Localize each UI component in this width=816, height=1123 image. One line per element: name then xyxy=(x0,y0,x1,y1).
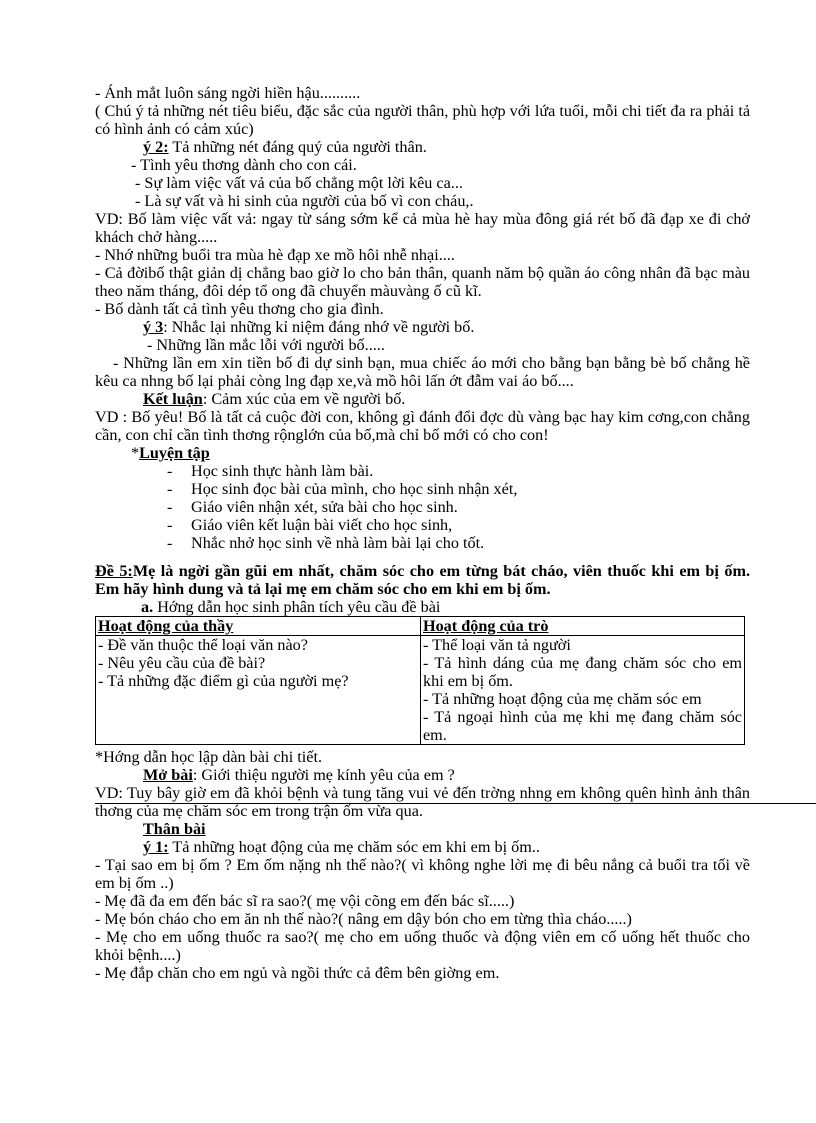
vd-paragraph: VD : Bố yêu! Bố là tất cả cuộc đời con, không gì đánh đổi đợc dù vàng bạc hay kim cơng,con chẳng cần, con chỉ cần tình thơng rộnglớn của bố,mà chỉ bố mới có cho con! xyxy=(95,408,750,444)
list-item: - Những lần mắc lỗi với người bố..... xyxy=(147,336,385,354)
table-cell-teacher xyxy=(96,636,421,745)
text-line: - Mẹ bón cháo cho em ăn nh thế nào?( nâng em dậy bón cho em từng thìa cháo.....) xyxy=(95,910,632,928)
text-line: - Nhớ những buổi tra mùa hè đạp xe mồ hôi nhễ nhại.... xyxy=(95,246,455,264)
text-paragraph: - Cả đờibố thật giản dị chẳng bao giờ lo cho bản thân, quanh năm bộ quần áo công nhân đã bạc màu theo năm tháng, đôi dép tổ ong đã chuyển màuvàng ố cũ kĩ. xyxy=(95,264,750,300)
list-item-text: Nhắc nhở học sinh về nhà làm bài lại cho tốt. xyxy=(191,534,485,552)
list-item: - Là sự vất và hi sinh của người của bố vì con cháu,. xyxy=(135,192,474,210)
huongdan-label: a. xyxy=(141,598,154,616)
table-cell-line: - Tả những hoạt động của mẹ chăm sóc em xyxy=(423,690,702,708)
document-page xyxy=(95,84,750,982)
ketluan-text: : Cảm xúc của em về người bố. xyxy=(202,390,406,408)
list-item: - Giáo viên nhận xét, sửa bài cho học sinh. xyxy=(167,498,458,516)
ketluan-heading xyxy=(95,390,750,408)
text-line: - Mẹ đắp chăn cho em ngủ và ngồi thức cả đêm bên giờng em. xyxy=(95,964,500,982)
de5-text: Mẹ là ngời gần gũi em nhất, chăm sóc cho em từng bát cháo, viên thuốc khi em bị ốm. Em hãy hình dung và tả lại mẹ em chăm sóc cho em khi em bị ốm. xyxy=(95,562,750,598)
y2-label: ý 2: xyxy=(143,138,169,156)
vd-paragraph: VD: Tuy bây giờ em đã khỏi bệnh và tung tăng vui vẻ đến trờng nhng em không quên hình ảnh thân thơng của mẹ chăm sóc em trong trận ốm vừa qua. xyxy=(95,784,750,820)
y1-text: Tả những hoạt động của mẹ chăm sóc em khi em bị ốm.. xyxy=(168,838,540,856)
list-item-text: Giáo viên nhận xét, sửa bài cho học sinh. xyxy=(191,498,458,516)
text-paragraph: - Mẹ cho em uống thuốc ra sao?( mẹ cho em uống thuốc và động viên em cố uống hết thuốc cho khỏi bệnh....) xyxy=(95,928,750,964)
huongdan-text: Hớng dẫn học sinh phân tích yêu cầu đề bài xyxy=(153,598,441,616)
text-line: - Bố dành tất cả tình yêu thơng cho gia đình. xyxy=(95,300,384,318)
list-item: - Học sinh đọc bài của mình, cho học sinh nhận xét, xyxy=(167,480,518,498)
mobai-label: Mở bài xyxy=(143,766,193,784)
mobai-text: : Giới thiệu người mẹ kính yêu của em ? xyxy=(192,766,455,784)
text-paragraph: - Tại sao em bị ốm ? Em ốm nặng nh thế nào?( vì không nghe lời mẹ đi bêu nắng cả buổi tra tối về em bị ốm ..) xyxy=(95,856,750,892)
list-item: - Giáo viên kết luận bài viết cho học sinh, xyxy=(167,516,453,534)
text-line: - Mẹ đã đa em đến bác sĩ ra sao?( mẹ vội cõng em đến bác sĩ.....) xyxy=(95,892,515,910)
spacer xyxy=(95,552,750,562)
asterisk: * xyxy=(131,444,140,462)
table-cell-line: - Thể loại văn tả người xyxy=(423,636,571,654)
y2-text: Tả những nét đáng quý của người thân. xyxy=(168,138,427,156)
table-cell-line: - Tả ngoại hình của mẹ khi mẹ đang chăm sóc em. xyxy=(423,708,742,744)
table-cell-line: - Tả những đặc điểm gì của người mẹ? xyxy=(98,672,349,690)
table-header: Hoạt động của trò xyxy=(421,617,745,636)
list-item: - Nhắc nhở học sinh về nhà làm bài lại cho tốt. xyxy=(167,534,485,552)
list-item-text: Giáo viên kết luận bài viết cho học sinh, xyxy=(191,516,453,534)
note-paragraph: ( Chú ý tả những nét tiêu biểu, đặc sắc của người thân, phù hợp với lứa tuổi, mỗi chi tiết đa ra phải tả có hình ảnh có cảm xúc) xyxy=(95,102,750,138)
text-line: *Hớng dẫn học lập dàn bài chi tiết. xyxy=(95,748,323,766)
table-cell-line: - Tả hình dáng của mẹ đang chăm sóc cho em khi em bị ốm. xyxy=(423,654,742,690)
list-item: - Tình yêu thơng dành cho con cái. xyxy=(131,156,357,174)
y3-heading xyxy=(95,318,750,336)
thanbai-heading xyxy=(95,820,750,838)
y2-heading xyxy=(95,138,750,156)
text-line: - Ánh mắt luôn sáng ngời hiền hậu.......... xyxy=(95,84,361,102)
list-item-text: Học sinh đọc bài của mình, cho học sinh nhận xét, xyxy=(191,480,518,498)
list-item: - Học sinh thực hành làm bài. xyxy=(167,462,374,480)
huongdan-heading xyxy=(95,598,750,616)
table-cell-line: - Đề văn thuộc thể loại văn nào? xyxy=(98,636,308,654)
y1-label: ý 1: xyxy=(143,838,169,856)
list-item: - Sự làm việc vất vả của bố chẳng một lời kêu ca... xyxy=(135,174,463,192)
de5-label: Đề 5: xyxy=(95,562,133,580)
table-cell-line: - Nêu yêu cầu của đề bài? xyxy=(98,654,266,672)
table-cell-student xyxy=(421,636,745,745)
text-paragraph: - Những lần em xin tiền bố đi dự sinh bạn, mua chiếc áo mới cho bằng bạn bằng bè bố chẳng hề kêu ca nhng bố lại phải còng lng đạp xe,và mồ hôi lấn ớt đẫm vai áo bố.... xyxy=(95,354,750,390)
table-header: Hoạt động của thầy xyxy=(96,617,421,636)
luyentap-label: Luyện tập xyxy=(139,444,210,462)
activity-table xyxy=(95,616,745,745)
ketluan-label: Kết luận xyxy=(143,390,203,408)
thanbai-label: Thân bài xyxy=(143,820,206,838)
y3-label: ý 3 xyxy=(143,318,164,336)
luyentap-heading xyxy=(95,444,750,462)
list-item-text: Học sinh thực hành làm bài. xyxy=(191,462,374,480)
de5-heading xyxy=(95,562,750,598)
mobai-heading xyxy=(95,766,750,784)
horizontal-rule xyxy=(95,803,816,804)
vd-paragraph: VD: Bố làm việc vất vả: ngay từ sáng sớm kể cả mùa hè hay mùa đông giá rét bố đã đạp xe đi chở khách chở hàng..... xyxy=(95,210,750,246)
y3-text: : Nhắc lại những kỉ niệm đáng nhớ về người bố. xyxy=(163,318,475,336)
y1-heading xyxy=(95,838,750,856)
